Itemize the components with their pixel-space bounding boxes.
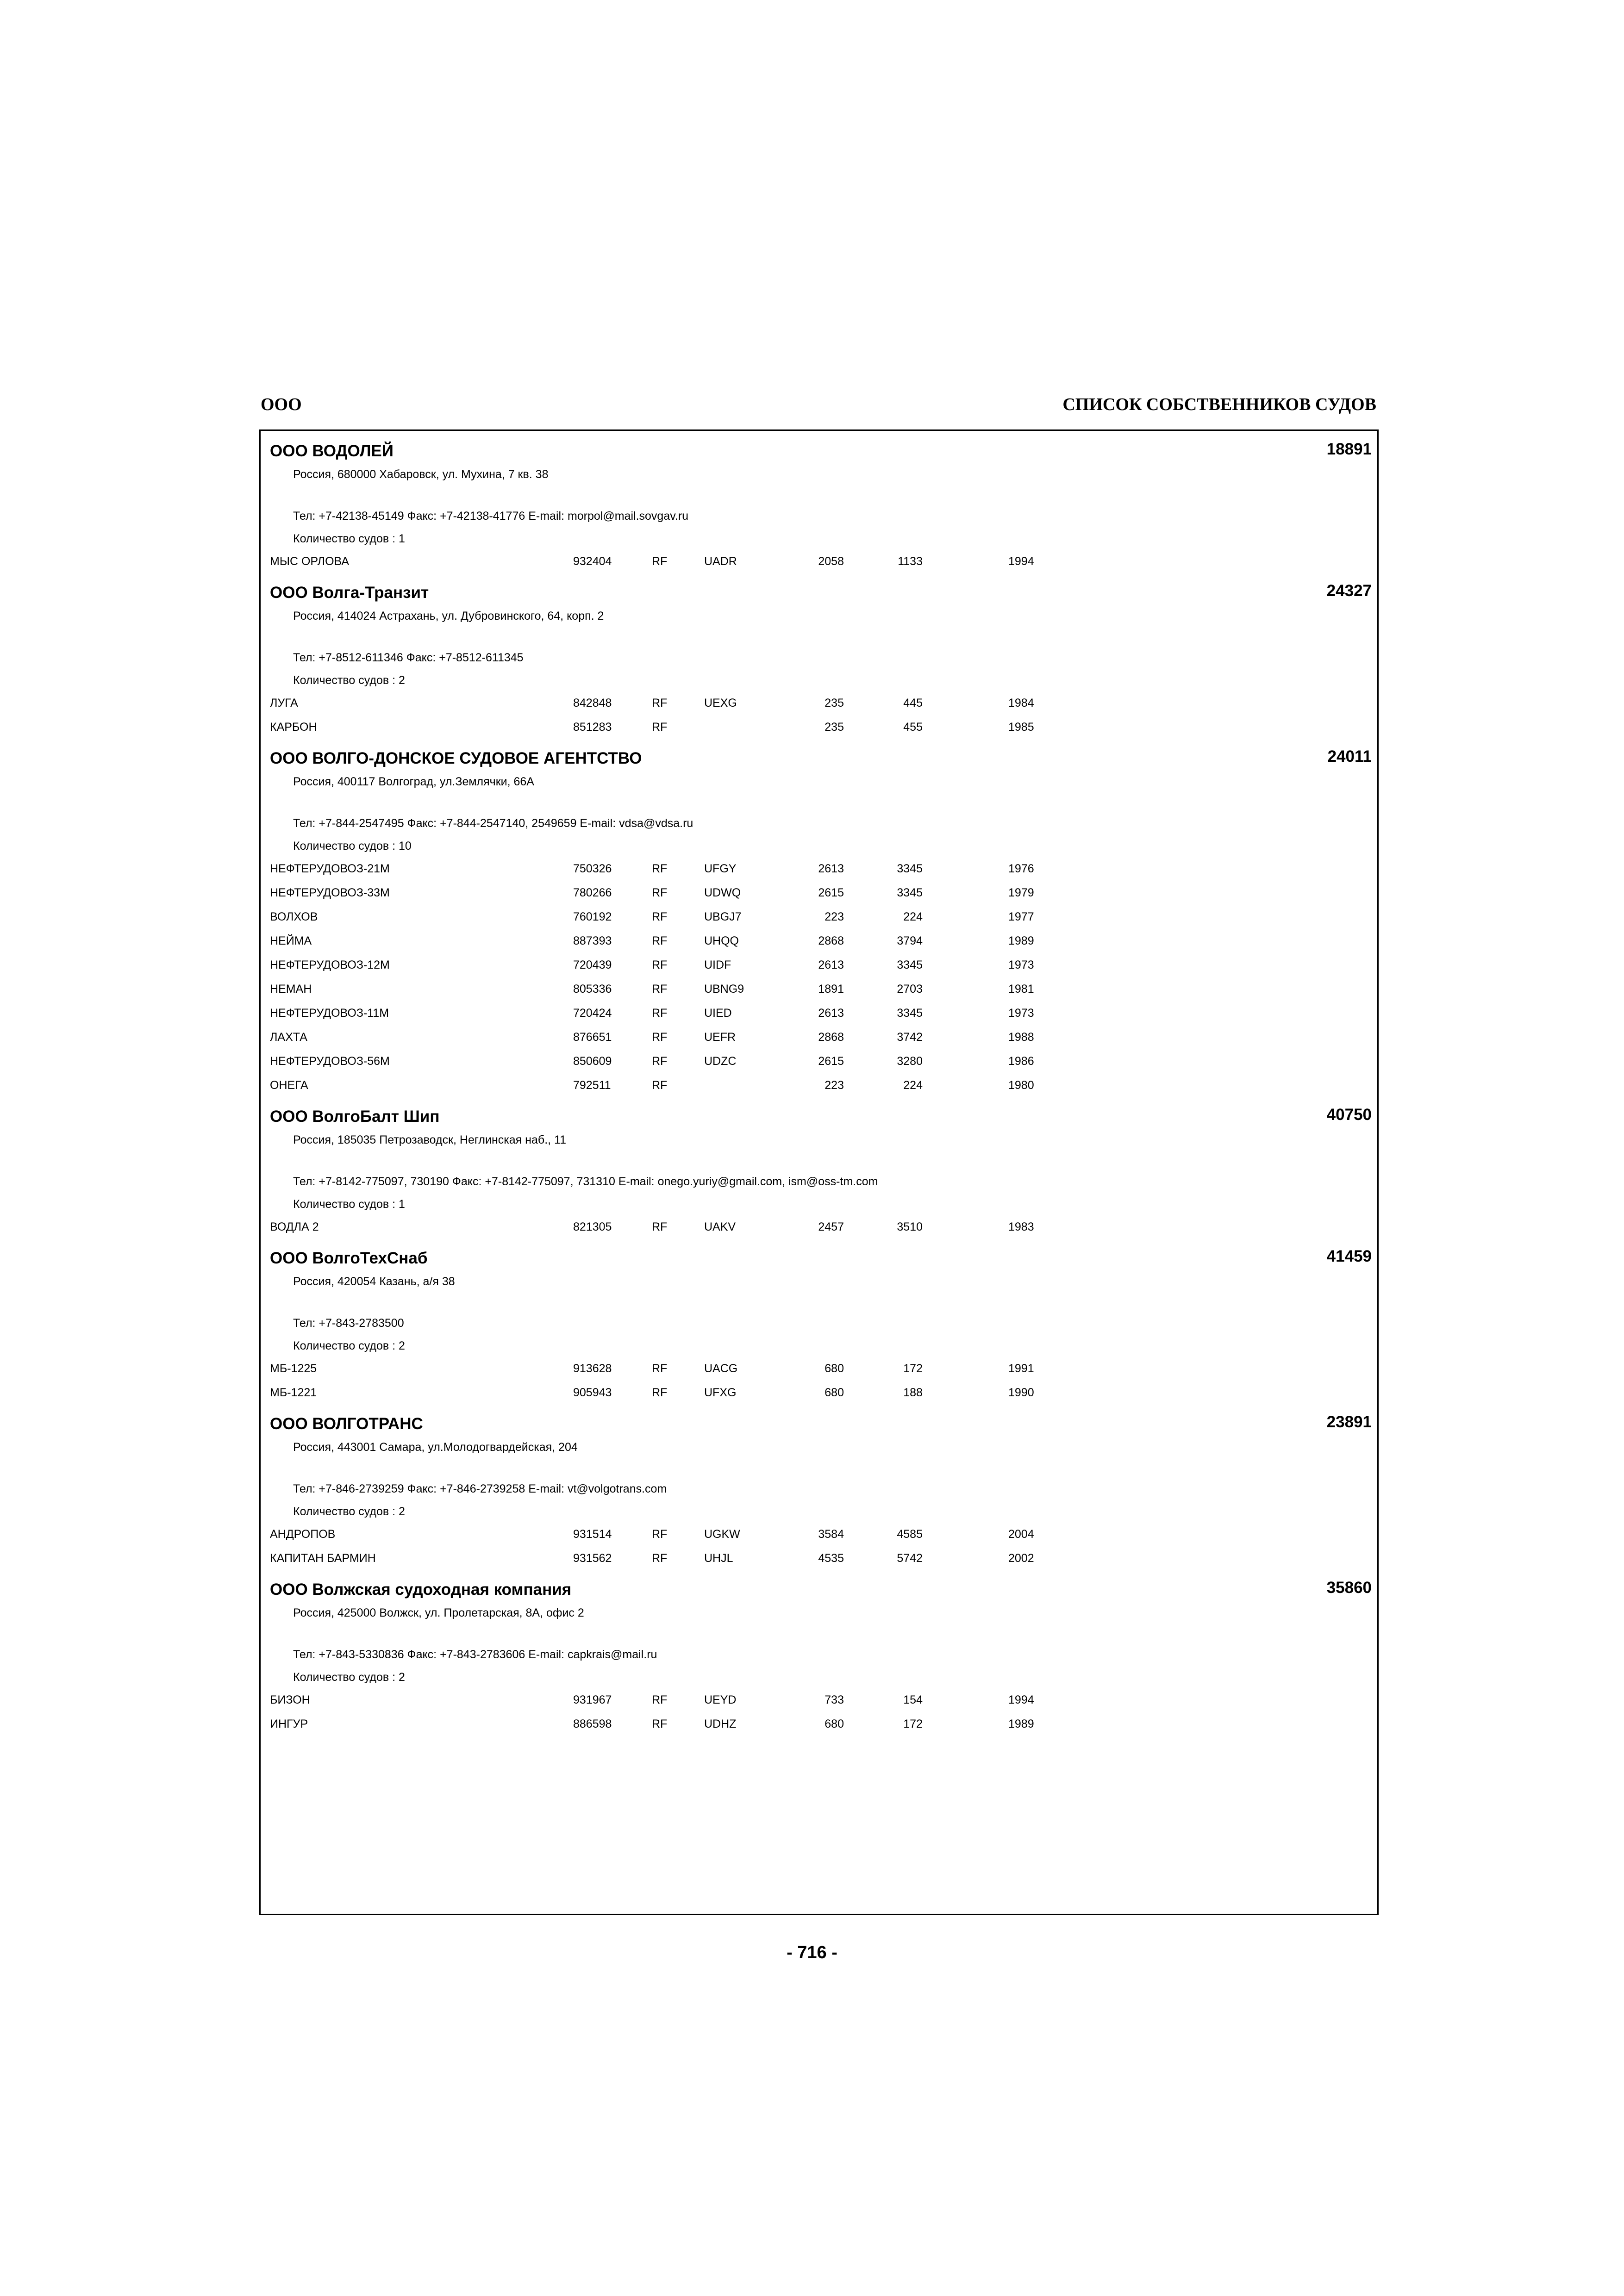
- vessel-year: 1989: [1008, 1717, 1034, 1730]
- company-address: Россия, 680000 Хабаровск, ул. Мухина, 7 кв. 38: [293, 468, 549, 481]
- vessel-callsign: UEFR: [704, 1031, 736, 1044]
- vessel-flag: RF: [652, 983, 668, 996]
- vessel-number: 876651: [573, 1031, 612, 1044]
- vessel-count: Количество судов : 10: [293, 840, 412, 852]
- vessel-name: МБ-1225: [270, 1362, 317, 1375]
- vessel-name: ВОДЛА 2: [270, 1220, 319, 1233]
- vessel-row: [270, 1073, 1372, 1097]
- company-id: 23891: [1326, 1413, 1372, 1431]
- vessel-gt: 2615: [818, 1055, 844, 1068]
- vessel-year: 1977: [1008, 910, 1034, 923]
- vessel-flag: RF: [652, 1007, 668, 1020]
- vessel-row: [270, 1001, 1372, 1025]
- vessel-gt: 680: [824, 1362, 844, 1375]
- vessel-flag: RF: [652, 1528, 668, 1541]
- company-contacts: Тел: +7-8142-775097, 730190 Факс: +7-8142-775097, 731310 E-mail: onego.yuriy@gmail.com, ism@oss-tm.com: [293, 1175, 878, 1188]
- vessel-callsign: UBNG9: [704, 983, 744, 996]
- vessel-gt: 2457: [818, 1220, 844, 1233]
- vessel-callsign: UFXG: [704, 1386, 737, 1399]
- vessel-count: Количество судов : 2: [293, 1339, 405, 1352]
- vessel-gt: 2615: [818, 886, 844, 899]
- vessel-name: НЕФТЕРУДОВОЗ-11М: [270, 1007, 389, 1020]
- company-address: Россия, 443001 Самара, ул.Молодогвардейская, 204: [293, 1441, 578, 1454]
- vessel-name: ЛУГА: [270, 697, 298, 709]
- vessel-number: 913628: [573, 1362, 612, 1375]
- vessel-row: [270, 549, 1372, 573]
- vessel-name: КАПИТАН БАРМИН: [270, 1552, 376, 1565]
- vessel-flag: RF: [652, 1552, 668, 1565]
- company-block: [270, 1247, 1372, 1405]
- vessel-callsign: UHJL: [704, 1552, 733, 1565]
- vessel-gt: 2613: [818, 958, 844, 971]
- vessel-year: 1979: [1008, 886, 1034, 899]
- vessel-count: Количество судов : 2: [293, 1671, 405, 1684]
- vessel-number: 842848: [573, 697, 612, 709]
- vessel-gt: 680: [824, 1717, 844, 1730]
- vessel-name: ВОЛХОВ: [270, 910, 318, 923]
- company-contacts: Тел: +7-42138-45149 Факс: +7-42138-41776 E-mail: morpol@mail.sovgav.ru: [293, 510, 689, 523]
- vessel-gt: 2613: [818, 862, 844, 875]
- vessel-callsign: UIDF: [704, 958, 731, 971]
- vessel-row: [270, 905, 1372, 929]
- vessel-flag: RF: [652, 910, 668, 923]
- vessel-number: 931514: [573, 1528, 612, 1541]
- company-header: [270, 1413, 1372, 1438]
- vessel-row: [270, 1546, 1372, 1570]
- vessel-gt: 733: [824, 1693, 844, 1706]
- vessel-row: [270, 1025, 1372, 1049]
- vessel-row: [270, 929, 1372, 953]
- header-left: ООО: [261, 395, 302, 414]
- vessel-callsign: UBGJ7: [704, 910, 742, 923]
- vessel-dwt: 188: [903, 1386, 923, 1399]
- vessel-name: МБ-1221: [270, 1386, 317, 1399]
- vessel-flag: RF: [652, 1079, 668, 1092]
- company-block: [270, 1579, 1372, 1736]
- company-address: Россия, 414024 Астрахань, ул. Дубровинского, 64, корп. 2: [293, 610, 604, 622]
- vessel-year: 1991: [1008, 1362, 1034, 1375]
- vessel-dwt: 445: [903, 697, 923, 709]
- vessel-row: [270, 1522, 1372, 1546]
- vessel-number: 850609: [573, 1055, 612, 1068]
- company-name: ООО ВолгоТехСнаб: [270, 1249, 428, 1267]
- vessel-year: 1984: [1008, 697, 1034, 709]
- vessel-flag: RF: [652, 958, 668, 971]
- vessel-row: [270, 953, 1372, 977]
- company-address: Россия, 425000 Волжск, ул. Пролетарская, 8А, офис 2: [293, 1606, 584, 1619]
- vessel-name: ИНГУР: [270, 1717, 308, 1730]
- vessel-name: НЕФТЕРУДОВОЗ-56М: [270, 1055, 390, 1068]
- vessel-row: [270, 1381, 1372, 1405]
- vessel-dwt: 5742: [897, 1552, 923, 1565]
- vessel-flag: RF: [652, 1055, 668, 1068]
- vessel-number: 750326: [573, 862, 612, 875]
- vessel-callsign: UGKW: [704, 1528, 740, 1541]
- vessel-name: НЕФТЕРУДОВОЗ-33М: [270, 886, 390, 899]
- vessel-callsign: UDHZ: [704, 1717, 737, 1730]
- vessel-flag: RF: [652, 721, 668, 734]
- company-header: [270, 1106, 1372, 1131]
- vessel-row: [270, 1712, 1372, 1736]
- vessel-dwt: 3345: [897, 958, 923, 971]
- vessel-count: Количество судов : 1: [293, 1198, 405, 1211]
- vessel-row: [270, 1688, 1372, 1712]
- company-header: [270, 747, 1372, 772]
- vessel-gt: 3584: [818, 1528, 844, 1541]
- vessel-callsign: UEXG: [704, 697, 737, 709]
- vessel-name: НЕФТЕРУДОВОЗ-21М: [270, 862, 390, 875]
- vessel-row: [270, 691, 1372, 715]
- vessel-flag: RF: [652, 1031, 668, 1044]
- vessel-callsign: UFGY: [704, 862, 737, 875]
- vessel-count: Количество судов : 1: [293, 532, 405, 545]
- vessel-dwt: 2703: [897, 983, 923, 996]
- vessel-dwt: 3280: [897, 1055, 923, 1068]
- company-contacts: Тел: +7-8512-611346 Факс: +7-8512-611345: [293, 651, 524, 664]
- vessel-year: 1985: [1008, 721, 1034, 734]
- vessel-gt: 1891: [818, 983, 844, 996]
- company-block: [270, 440, 1372, 573]
- vessel-year: 1994: [1008, 1693, 1034, 1706]
- vessel-dwt: 455: [903, 721, 923, 734]
- vessel-callsign: UAKV: [704, 1220, 736, 1233]
- vessel-number: 780266: [573, 886, 612, 899]
- company-block: [270, 1413, 1372, 1570]
- vessel-year: 2002: [1008, 1552, 1034, 1565]
- vessel-year: 1994: [1008, 555, 1034, 568]
- vessel-gt: 235: [824, 721, 844, 734]
- vessel-flag: RF: [652, 1362, 668, 1375]
- vessel-flag: RF: [652, 934, 668, 947]
- company-block: [270, 1106, 1372, 1239]
- company-id: 35860: [1326, 1579, 1372, 1597]
- company-block: [270, 582, 1372, 739]
- vessel-dwt: 3794: [897, 934, 923, 947]
- vessel-year: 1973: [1008, 958, 1034, 971]
- company-header: [270, 1579, 1372, 1604]
- vessel-dwt: 154: [903, 1693, 923, 1706]
- vessel-name: ЛАХТА: [270, 1031, 307, 1044]
- vessel-number: 886598: [573, 1717, 612, 1730]
- vessel-flag: RF: [652, 697, 668, 709]
- vessel-number: 851283: [573, 721, 612, 734]
- vessel-flag: RF: [652, 886, 668, 899]
- vessel-gt: 2868: [818, 1031, 844, 1044]
- vessel-year: 1990: [1008, 1386, 1034, 1399]
- company-name: ООО Волга-Транзит: [270, 584, 429, 602]
- company-contacts: Тел: +7-843-5330836 Факс: +7-843-2783606 E-mail: capkrais@mail.ru: [293, 1648, 657, 1661]
- vessel-gt: 680: [824, 1386, 844, 1399]
- vessel-flag: RF: [652, 1717, 668, 1730]
- company-contacts: Тел: +7-843-2783500: [293, 1317, 404, 1330]
- company-block: [270, 747, 1372, 1097]
- vessel-year: 1989: [1008, 934, 1034, 947]
- vessel-name: НЕМАН: [270, 983, 312, 996]
- company-id: 24011: [1327, 747, 1372, 765]
- vessel-dwt: 224: [903, 910, 923, 923]
- vessel-number: 720439: [573, 958, 612, 971]
- vessel-gt: 2058: [818, 555, 844, 568]
- vessel-gt: 2868: [818, 934, 844, 947]
- company-list: [270, 440, 1372, 1744]
- company-id: 41459: [1326, 1247, 1372, 1265]
- vessel-number: 905943: [573, 1386, 612, 1399]
- vessel-row: [270, 857, 1372, 881]
- vessel-year: 1976: [1008, 862, 1034, 875]
- company-name: ООО ВОДОЛЕЙ: [270, 442, 394, 460]
- vessel-year: 1973: [1008, 1007, 1034, 1020]
- company-address: Россия, 420054 Казань, а/я 38: [293, 1275, 455, 1288]
- vessel-number: 887393: [573, 934, 612, 947]
- vessel-number: 821305: [573, 1220, 612, 1233]
- vessel-callsign: UEYD: [704, 1693, 737, 1706]
- vessel-dwt: 172: [903, 1717, 923, 1730]
- vessel-number: 931562: [573, 1552, 612, 1565]
- vessel-callsign: UIED: [704, 1007, 732, 1020]
- vessel-callsign: UHQQ: [704, 934, 739, 947]
- vessel-year: 1988: [1008, 1031, 1034, 1044]
- vessel-gt: 4535: [818, 1552, 844, 1565]
- company-contacts: Тел: +7-846-2739259 Факс: +7-846-2739258 E-mail: vt@volgotrans.com: [293, 1482, 667, 1495]
- vessel-name: КАРБОН: [270, 721, 317, 734]
- vessel-dwt: 4585: [897, 1528, 923, 1541]
- company-contacts: Тел: +7-844-2547495 Факс: +7-844-2547140, 2549659 E-mail: vdsa@vdsa.ru: [293, 817, 693, 830]
- company-address: Россия, 400117 Волгоград, ул.Землячки, 66А: [293, 775, 534, 788]
- company-address: Россия, 185035 Петрозаводск, Неглинская наб., 11: [293, 1133, 566, 1146]
- vessel-count: Количество судов : 2: [293, 1505, 405, 1518]
- vessel-name: АНДРОПОВ: [270, 1528, 336, 1541]
- vessel-name: БИЗОН: [270, 1693, 310, 1706]
- vessel-year: 1981: [1008, 983, 1034, 996]
- vessel-gt: 223: [824, 910, 844, 923]
- company-name: ООО ВОЛГОТРАНС: [270, 1415, 423, 1433]
- listing-frame: [259, 429, 1379, 1915]
- vessel-row: [270, 1049, 1372, 1073]
- vessel-flag: RF: [652, 555, 668, 568]
- company-header: [270, 440, 1372, 465]
- vessel-callsign: UDWQ: [704, 886, 741, 899]
- page-header: [261, 394, 1376, 417]
- company-id: 18891: [1326, 440, 1372, 458]
- vessel-gt: 235: [824, 697, 844, 709]
- vessel-name: НЕЙМА: [270, 934, 312, 947]
- vessel-row: [270, 1356, 1372, 1381]
- vessel-flag: RF: [652, 1693, 668, 1706]
- vessel-flag: RF: [652, 1220, 668, 1233]
- vessel-name: НЕФТЕРУДОВОЗ-12М: [270, 958, 390, 971]
- vessel-gt: 223: [824, 1079, 844, 1092]
- vessel-number: 931967: [573, 1693, 612, 1706]
- vessel-number: 805336: [573, 983, 612, 996]
- vessel-callsign: UACG: [704, 1362, 738, 1375]
- vessel-dwt: 1133: [898, 555, 923, 568]
- company-header: [270, 582, 1372, 607]
- vessel-dwt: 3742: [897, 1031, 923, 1044]
- vessel-year: 1983: [1008, 1220, 1034, 1233]
- company-id: 24327: [1326, 582, 1372, 600]
- header-title: СПИСОК СОБСТВЕННИКОВ СУДОВ: [1062, 395, 1376, 414]
- vessel-dwt: 3345: [897, 1007, 923, 1020]
- vessel-row: [270, 881, 1372, 905]
- vessel-dwt: 3345: [897, 862, 923, 875]
- vessel-row: [270, 977, 1372, 1001]
- company-name: ООО ВОЛГО-ДОНСКОЕ СУДОВОЕ АГЕНТСТВО: [270, 749, 642, 767]
- vessel-count: Количество судов : 2: [293, 674, 405, 687]
- vessel-number: 792511: [573, 1079, 611, 1092]
- vessel-gt: 2613: [818, 1007, 844, 1020]
- vessel-callsign: UDZC: [704, 1055, 737, 1068]
- vessel-row: [270, 1215, 1372, 1239]
- vessel-dwt: 3510: [897, 1220, 923, 1233]
- vessel-callsign: UADR: [704, 555, 737, 568]
- vessel-dwt: 224: [903, 1079, 923, 1092]
- company-name: ООО ВолгоБалт Шип: [270, 1108, 440, 1126]
- vessel-dwt: 172: [903, 1362, 923, 1375]
- vessel-row: [270, 715, 1372, 739]
- vessel-dwt: 3345: [897, 886, 923, 899]
- vessel-number: 720424: [573, 1007, 612, 1020]
- vessel-year: 2004: [1008, 1528, 1034, 1541]
- vessel-year: 1980: [1008, 1079, 1034, 1092]
- vessel-year: 1986: [1008, 1055, 1034, 1068]
- vessel-number: 932404: [573, 555, 612, 568]
- vessel-flag: RF: [652, 862, 668, 875]
- vessel-name: ОНЕГА: [270, 1079, 308, 1092]
- vessel-flag: RF: [652, 1386, 668, 1399]
- company-id: 40750: [1326, 1106, 1372, 1124]
- vessel-name: МЫС ОРЛОВА: [270, 555, 350, 568]
- company-header: [270, 1247, 1372, 1272]
- page-number: - 716 -: [787, 1943, 837, 1962]
- vessel-number: 760192: [573, 910, 612, 923]
- company-name: ООО Волжская судоходная компания: [270, 1580, 572, 1599]
